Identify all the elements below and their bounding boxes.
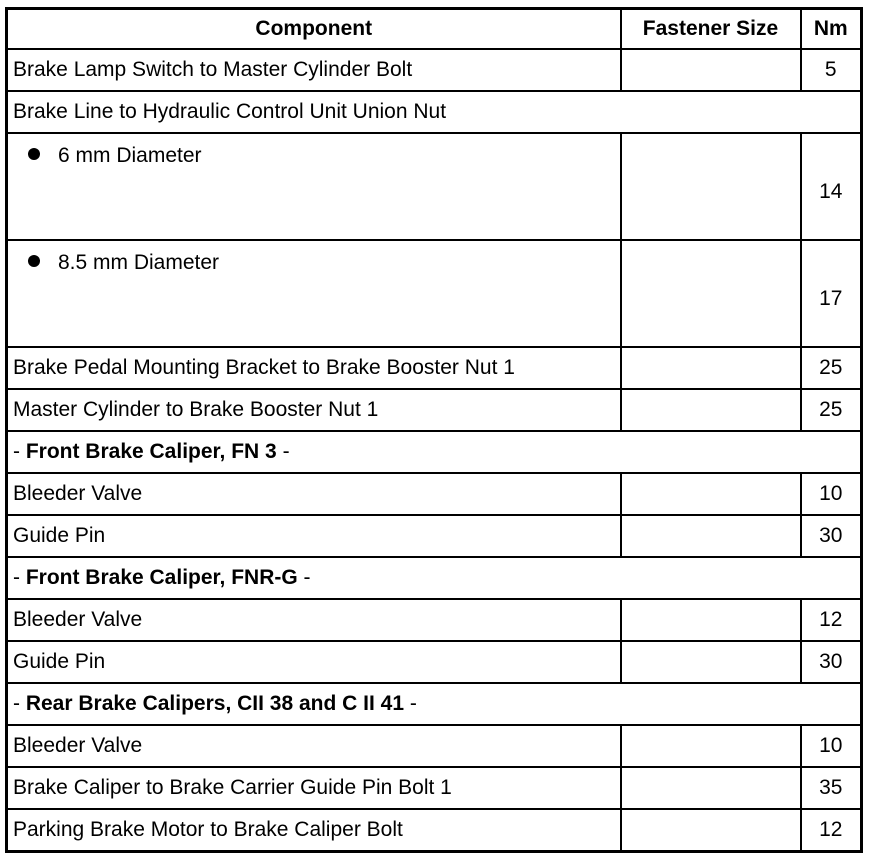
table-row	[7, 767, 862, 809]
component-cell: Bleeder Valve	[7, 725, 621, 767]
component-cell: Master Cylinder to Brake Booster Nut 1	[7, 389, 621, 431]
section-heading	[7, 431, 862, 473]
fastener-size-cell	[621, 599, 801, 641]
fastener-size-cell	[621, 515, 801, 557]
table-row	[7, 347, 862, 389]
torque-cell: 10	[801, 725, 862, 767]
table-row	[7, 809, 862, 852]
table-row	[7, 49, 862, 91]
section-dash-right: -	[276, 440, 290, 463]
section-dash-left: -	[13, 440, 26, 463]
section-dash-left: -	[13, 566, 26, 589]
section-row	[7, 557, 862, 599]
component-cell: Bleeder Valve	[7, 599, 621, 641]
fastener-size-cell	[621, 725, 801, 767]
table-row	[7, 133, 862, 240]
header-row	[7, 9, 862, 50]
bullet-icon	[28, 148, 40, 160]
torque-cell: 5	[801, 49, 862, 91]
section-dash-left: -	[13, 692, 26, 715]
torque-cell: 17	[801, 240, 862, 347]
section-dash-right: -	[297, 566, 311, 589]
section-title: Rear Brake Calipers, CII 38 and C II 41	[25, 692, 405, 715]
fastener-size-cell	[621, 389, 801, 431]
fastener-size-cell	[621, 767, 801, 809]
component-cell: Guide Pin	[7, 641, 621, 683]
torque-cell: 35	[801, 767, 862, 809]
section-row	[7, 683, 862, 725]
bullet-icon	[28, 255, 40, 267]
component-cell: Parking Brake Motor to Brake Caliper Bolt	[7, 809, 621, 852]
header-nm: Nm	[801, 9, 862, 50]
table-row	[7, 599, 862, 641]
torque-cell: 12	[801, 599, 862, 641]
torque-cell: 12	[801, 809, 862, 852]
torque-cell: 25	[801, 347, 862, 389]
component-label: 8.5 mm Diameter	[58, 251, 220, 274]
torque-spec-table	[5, 7, 863, 853]
component-cell: Brake Lamp Switch to Master Cylinder Bolt	[7, 49, 621, 91]
section-heading	[7, 683, 862, 725]
component-label: 6 mm Diameter	[58, 144, 202, 167]
fastener-size-cell	[621, 133, 801, 240]
torque-cell: 25	[801, 389, 862, 431]
fastener-size-cell	[621, 641, 801, 683]
component-cell: Bleeder Valve	[7, 473, 621, 515]
header-fastener-size: Fastener Size	[621, 9, 801, 50]
section-dash-right: -	[404, 692, 417, 715]
torque-cell: 14	[801, 133, 862, 240]
table-row	[7, 641, 862, 683]
table-row	[7, 515, 862, 557]
component-cell: Brake Pedal Mounting Bracket to Brake Booster Nut 1	[7, 347, 621, 389]
component-cell	[7, 240, 621, 347]
section-title: Front Brake Caliper, FN 3	[25, 440, 277, 463]
torque-cell: 30	[801, 641, 862, 683]
fastener-size-cell	[621, 347, 801, 389]
header-component: Component	[7, 9, 621, 50]
fastener-size-cell	[621, 240, 801, 347]
torque-cell: 30	[801, 515, 862, 557]
torque-cell: 10	[801, 473, 862, 515]
component-cell	[7, 133, 621, 240]
group-row	[7, 91, 862, 133]
table-row	[7, 473, 862, 515]
section-heading	[7, 557, 862, 599]
table-row	[7, 725, 862, 767]
section-row	[7, 431, 862, 473]
component-cell: Guide Pin	[7, 515, 621, 557]
component-cell: Brake Caliper to Brake Carrier Guide Pin Bolt 1	[7, 767, 621, 809]
fastener-size-cell	[621, 809, 801, 852]
section-title: Front Brake Caliper, FNR-G	[25, 566, 298, 589]
fastener-size-cell	[621, 49, 801, 91]
table-row	[7, 389, 862, 431]
group-heading: Brake Line to Hydraulic Control Unit Union Nut	[7, 91, 862, 133]
table-row	[7, 240, 862, 347]
fastener-size-cell	[621, 473, 801, 515]
